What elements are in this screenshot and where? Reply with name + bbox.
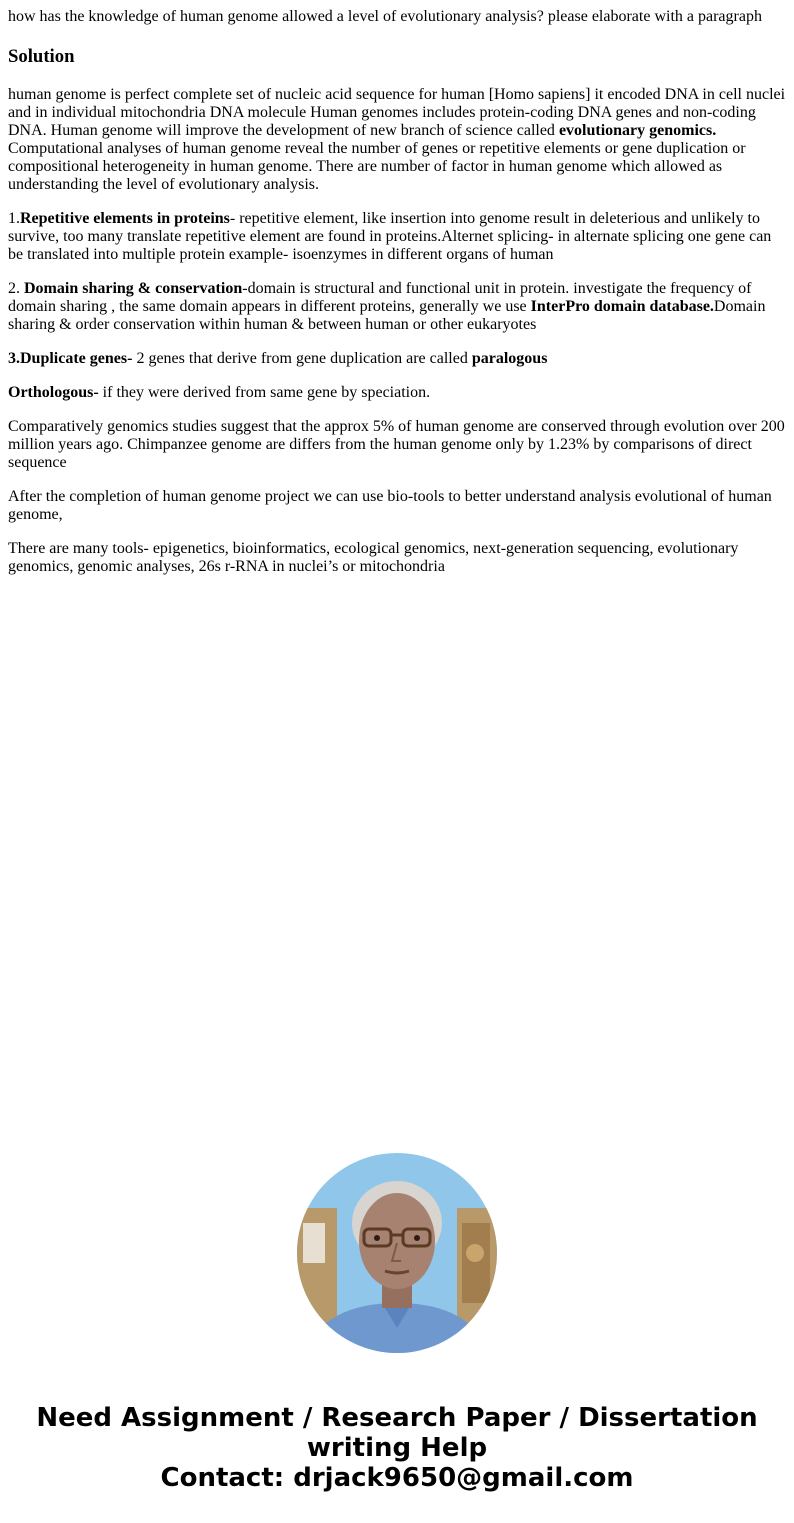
interpro-term: InterPro domain database. — [530, 298, 714, 315]
person-photo-icon — [297, 1153, 497, 1353]
intro-text-2: Computational analyses of human genome reveal the number of genes or repetitive elements or gene duplication or compositional heterogeneity in human genome. There are number of factor in human genome which allowed as understanding the level of evolutionary analysis. — [8, 140, 746, 193]
paragraph-intro — [8, 86, 786, 194]
document-body — [0, 0, 794, 576]
promo-line-1: Need Assignment / Research Paper / Dissertation — [36, 1403, 758, 1433]
question-text: how has the knowledge of human genome allowed a level of evolutionary analysis? please elaborate with a paragraph — [8, 8, 762, 25]
domain-prefix: 2. — [8, 280, 24, 297]
paragraph-duplicate-genes — [8, 350, 786, 368]
paragraph-repetitive-elements — [8, 210, 786, 264]
domain-text-2: Domain sharing & order conservation within human & between human or other eukaryotes — [8, 298, 766, 333]
promo-contact: Contact: drjack9650@gmail.com — [160, 1463, 634, 1493]
paragraph-domain-sharing — [8, 280, 786, 334]
promo-banner — [0, 1403, 794, 1493]
paragraph-orthologous — [8, 384, 786, 402]
solution-heading: Solution — [8, 46, 75, 67]
duplicate-text: 2 genes that derive from gene duplication are called — [132, 350, 472, 367]
domain-text-1: -domain is structural and functional unit in protein. investigate the frequency of domain sharing , the same domain appears in different proteins, generally we use — [8, 280, 752, 315]
paragraph-comparative-genomics: Comparatively genomics studies suggest that the approx 5% of human genome are conserved through evolution over 200 million years ago. Chimpanzee genome are differs from the human genome only by 1.23% by comparisons of direct sequence — [8, 418, 785, 471]
repetitive-heading: Repetitive elements in proteins — [20, 210, 230, 227]
paragraph-tools: There are many tools- epigenetics, bioinformatics, ecological genomics, next-generation sequencing, evolutionary genomics, genomic analyses, 26s r-RNA in nuclei’s or mitochondria — [8, 540, 739, 575]
orthologous-heading: Orthologous- — [8, 384, 99, 401]
intro-bold-term: evolutionary genomics. — [558, 122, 717, 139]
domain-heading: Domain sharing & conservation — [24, 280, 243, 297]
orthologous-text: if they were derived from same gene by speciation. — [98, 384, 431, 401]
paragraph-genome-project: After the completion of human genome project we can use bio-tools to better understand analysis evolutional of human genome, — [8, 488, 772, 523]
repetitive-text: - repetitive element, like insertion into genome result in deleterious and unlikely to survive, too many translate repetitive element are found in proteins.Alternet splicing- in alternate splicing one gene can be translated into multiple protein example- isoenzymes in different organs of human — [8, 210, 772, 263]
promo-line-2: writing Help — [306, 1433, 488, 1463]
paralogous-term: paralogous — [471, 350, 548, 367]
repetitive-prefix: 1. — [8, 210, 20, 227]
author-avatar — [297, 1153, 497, 1353]
intro-text-1: human genome is perfect complete set of nucleic acid sequence for human [Homo sapiens] it encoded DNA in cell nuclei and in individual mitochondria DNA molecule Human genomes includes protein-coding DNA genes and non-coding DNA. Human genome will improve the development of new branch of science called — [8, 86, 786, 139]
duplicate-heading: 3.Duplicate genes- — [8, 350, 133, 367]
